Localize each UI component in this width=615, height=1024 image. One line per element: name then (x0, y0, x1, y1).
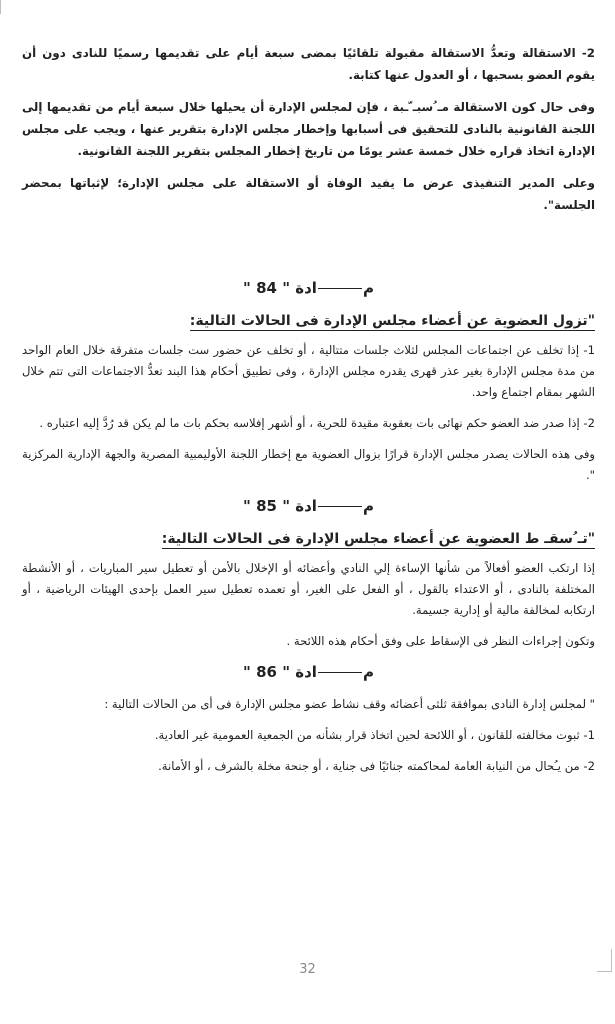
heading-rule (318, 672, 362, 673)
page-content (22, 42, 595, 787)
article-85-clause-1: إذا ارتكب العضو أفعالاً من شأنها الإساءة إلي النادي وأعضائه أو الإخلال بالأمن أو تعطيل سير المباريات ، أو الأنشطة المختلفة بالنادى ، أو الاعتداء بالقول ، أو الفعل على الغير، أو تعمده تعطيل سير العمل بإحدى الهيئات الرياضية ، أو ارتكابه لمخالفة مالية أو إدارية جسيمة. (22, 561, 595, 617)
article-86-prefix: م (362, 663, 374, 681)
page-number: 32 (299, 962, 316, 977)
article-85-heading (22, 496, 595, 516)
heading-rule (318, 506, 362, 507)
article-85-prefix: م (362, 497, 374, 515)
heading-rule (318, 288, 362, 289)
article-85-title-text: "تـ ُسقـ ط العضوية عن أعضاء مجلس الإدارة فى الحالات التالية: (161, 531, 595, 547)
article-84-clause-1: 1- إذا تخلف عن اجتماعات المجلس لثلاث جلسات متتالية ، أو تخلف عن حضور ست جلسات متفرقة خلال العام الواحد من مدة مجلس الإدارة بغير عذر قهرى يقدره مجلس الإدارة ، وفى تطبيق أحكام هذا البند تعدُّ الاجتماعات التى تتم خلال الشهر بمقام اجتماع واحد. (22, 343, 595, 399)
article-84-prefix: م (362, 279, 374, 297)
article-84-heading (22, 278, 595, 298)
article-86-number: ادة " 86 " (243, 663, 317, 681)
article-84-title (22, 310, 595, 332)
article-84-title-text: "تزول العضوية عن أعضاء مجلس الإدارة فى الحالات التالية: (189, 313, 595, 329)
article-84-clause-2: 2- إذا صدر ضد العضو حكم نهائى بات بعقوبة مقيدة للحرية ، أو أشهر إفلاسه بحكم بات ما لم يكن قد رُدَّ إليه اعتباره . (39, 416, 595, 430)
article-84-number: ادة " 84 " (243, 279, 317, 297)
article-85-title (22, 528, 595, 550)
article-86-intro: " لمجلس إدارة النادى بموافقة ثلثى أعضائه وقف نشاط عضو مجلس الإدارة فى أى من الحالات التالية : (104, 697, 595, 711)
article-86-clause-2: 2- من يـُحال من النيابة العامة لمحاكمته جنائيًا فى جناية ، أو جنحة مخلة بالشرف ، أو الأمانة. (158, 759, 595, 773)
article-84-closing: وفى هذه الحالات يصدر مجلس الإدارة قرارًا بزوال العضوية مع إخطار اللجنة الأوليمبية المصرية والجهة الإدارية المركزية ". (22, 447, 595, 482)
page-corner-mark (0, 0, 15, 14)
intro-paragraph-1: 2- الاستقالة وتعدُّ الاستقالة مقبولة تلقائيًا بمضى سبعة أيام على تقديمها رسميًا للنادى دون أن يقوم العضو بسحبها ، أو العدول عنها كتابة. (22, 46, 595, 82)
intro-paragraph-2: وفى حال كون الاستقالة مـ ُسبـ ّـبة ، فإن لمجلس الإدارة أن يحيلها خلال سبعة أيام من تقديمها إلى اللجنة القانونية بالنادى للتحقيق فى أسبابها وإخطار مجلس الإدارة بتقرير عنها ، ويجب على مجلس الإدارة اتخاذ قراره خلال خمسة عشر يومًا من تاريخ إخطار المجلس بتقرير اللجنة القانونية. (22, 100, 595, 158)
article-86-clause-1: 1- ثبوت مخالفته للقانون ، أو اللائحة لحين اتخاذ قرار بشأنه من الجمعية العمومية غير العادية. (154, 728, 595, 742)
article-85-number: ادة " 85 " (243, 497, 317, 515)
article-86-heading (22, 662, 595, 682)
article-85-closing: وتكون إجراءات النظر فى الإسقاط على وفق أحكام هذه اللائحة . (286, 634, 595, 648)
intro-paragraph-3: وعلى المدير التنفيذى عرض ما يفيد الوفاة أو الاستقالة على مجلس الإدارة؛ لإثباتها بمحضر الجلسة". (22, 176, 595, 212)
